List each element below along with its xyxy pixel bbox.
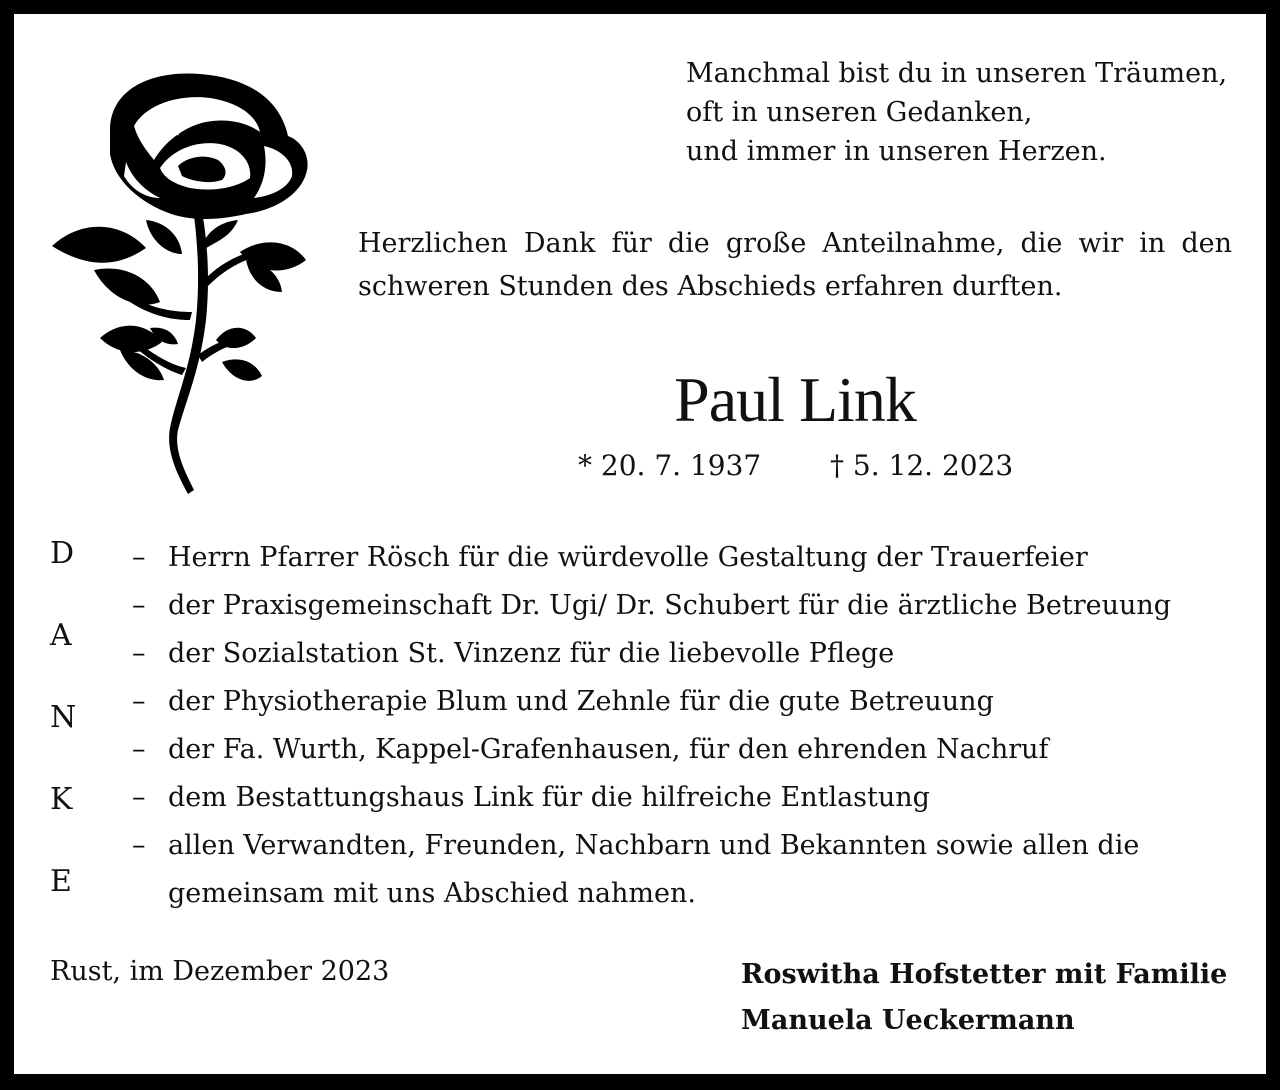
- list-dash: –: [132, 590, 146, 621]
- danke-letter: D: [50, 536, 75, 571]
- signer-name: Roswitha Hofstetter mit Familie: [741, 959, 1228, 990]
- list-item-text: Herrn Pfarrer Rösch für die würdevolle Gestaltung der Trauerfeier: [168, 542, 1088, 573]
- list-item-text: der Sozialstation St. Vinzenz für die liebevolle Pflege: [168, 638, 895, 669]
- deceased-name: Paul Link: [674, 364, 916, 435]
- poem-line: und immer in unseren Herzen.: [686, 136, 1107, 167]
- thanks-line: Herzlichen Dank für die große Anteilnahme, die wir in den: [358, 228, 1232, 259]
- poem-line: Manchmal bist du in unseren Träumen,: [686, 58, 1228, 89]
- list-item-continuation: gemeinsam mit uns Abschied nahmen.: [168, 878, 696, 909]
- list-dash: –: [132, 638, 146, 669]
- list-dash: –: [132, 542, 146, 573]
- list-dash: –: [132, 782, 146, 813]
- list-item-text: dem Bestattungshaus Link für die hilfreiche Entlastung: [168, 782, 930, 813]
- list-item-text: der Praxisgemeinschaft Dr. Ugi/ Dr. Schubert für die ärztliche Betreuung: [168, 590, 1172, 621]
- obituary-notice: [14, 14, 1266, 1074]
- list-item-text: der Physiotherapie Blum und Zehnle für die gute Betreuung: [168, 686, 994, 717]
- place-date: Rust, im Dezember 2023: [50, 956, 390, 987]
- list-item: [132, 726, 1242, 774]
- list-item-text: allen Verwandten, Freunden, Nachbarn und Bekannten sowie allen die: [168, 830, 1140, 861]
- rose-icon: [50, 70, 312, 500]
- birth-date: * 20. 7. 1937: [578, 449, 762, 482]
- list-dash: –: [132, 686, 146, 717]
- danke-letter: E: [50, 864, 72, 899]
- signer-name: Manuela Ueckermann: [741, 1005, 1075, 1036]
- list-item-text: der Fa. Wurth, Kappel-Grafenhausen, für den ehrenden Nachruf: [168, 734, 1049, 765]
- poem: [686, 54, 1246, 171]
- poem-line: oft in unseren Gedanken,: [686, 97, 1033, 128]
- list-dash: –: [132, 830, 146, 861]
- danke-letter: K: [50, 782, 73, 817]
- signers: [741, 952, 1227, 1044]
- list-item: [132, 678, 1242, 726]
- death-date: † 5. 12. 2023: [830, 449, 1014, 482]
- danke-letter: N: [50, 700, 77, 735]
- list-item: [132, 534, 1242, 582]
- list-item: [132, 822, 1242, 870]
- danke-letter: A: [50, 618, 72, 653]
- list-item: [132, 774, 1242, 822]
- thanks-line: schweren Stunden des Abschieds erfahren durften.: [358, 271, 1063, 302]
- list-item: [132, 582, 1242, 630]
- thanks-text: [358, 222, 1232, 308]
- list-dash: –: [132, 734, 146, 765]
- list-item: [132, 630, 1242, 678]
- acknowledgement-list: [132, 534, 1242, 918]
